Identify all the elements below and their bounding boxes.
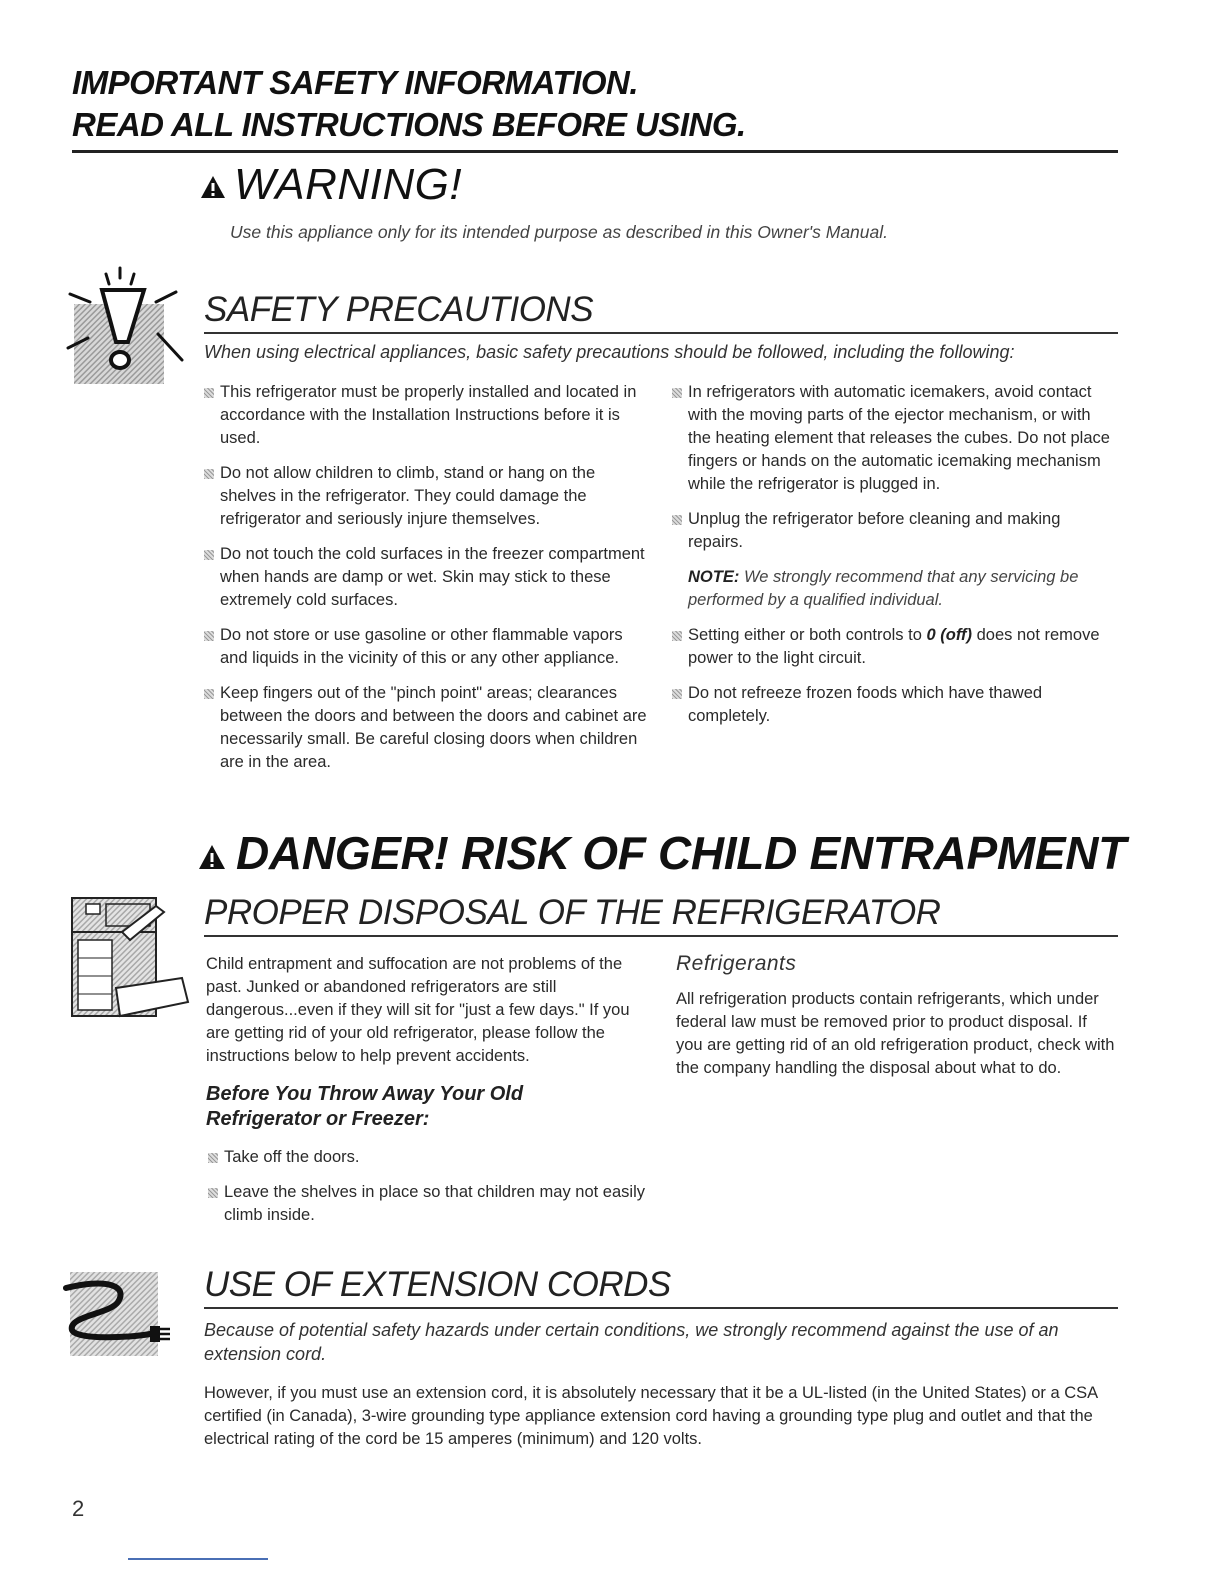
list-item: Keep fingers out of the "pinch point" areas; clearances between the doors and between the doors and cabinet are necessarily small. Be careful closing doors when children are in the area. <box>202 682 654 774</box>
list-item: Do not store or use gasoline or other flammable vapors and liquids in the vicinity of this or any other appliance. <box>202 624 654 670</box>
warning-title <box>200 160 462 210</box>
danger-title <box>198 826 1126 880</box>
refrigerator-icon <box>64 892 194 1022</box>
list-item: In refrigerators with automatic icemakers, avoid contact with the moving parts of the ejector mechanism, or with the heating element that releases the cubes. Do not place fingers or hands on the automatic icemaking mechanism while the refrigerator is plugged in. <box>670 381 1116 496</box>
danger-triangle-icon <box>198 844 226 870</box>
before-heading: Before You Throw Away Your Old Refrigerator or Freezer: <box>206 1083 524 1130</box>
setting-suffix: does not remove power to the light circuit. <box>688 626 1100 667</box>
page-number: 2 <box>72 1496 85 1521</box>
disposal-title: PROPER DISPOSAL OF THE REFRIGERATOR <box>204 893 941 932</box>
list-item: Take off the doors. <box>206 1146 652 1169</box>
safety-section-header <box>204 290 1118 363</box>
danger-title-text: DANGER! RISK OF CHILD ENTRAPMENT <box>236 827 1126 879</box>
list-item: Do not allow children to climb, stand or hang on the shelves in the refrigerator. They could damage the refrigerator and seriously injure themselves. <box>202 462 654 531</box>
safety-left-column <box>202 381 654 786</box>
disposal-rule <box>204 935 1118 937</box>
list-item: Unplug the refrigerator before cleaning and making repairs. <box>670 508 1116 554</box>
disposal-body: Child entrapment and suffocation are not problems of the past. Junked or abandoned refrigerators are still dangerous...even if they will sit for "just a few days." If you are getting rid of your old refrigerator, please follow the instructions below to help prevent accidents. <box>206 955 630 1065</box>
list-item: This refrigerator must be properly installed and located in accordance with the Installation Instructions before it is used. <box>202 381 654 450</box>
refrigerants-heading: Refrigerants <box>676 952 797 975</box>
safety-rule <box>204 332 1118 334</box>
header-rule <box>72 150 1118 153</box>
disposal-section-header <box>204 893 1118 937</box>
setting-off-label: 0 (off) <box>926 626 973 644</box>
extension-section-header <box>204 1265 1118 1309</box>
disposal-left-column <box>206 953 652 1239</box>
extension-rule <box>204 1307 1118 1309</box>
safety-intro: When using electrical appliances, basic safety precautions should be followed, including the following: <box>204 342 1015 362</box>
footer-line <box>128 1558 268 1560</box>
list-item: Do not touch the cold surfaces in the freezer compartment when hands are damp or wet. Skin may stick to these extremely cold surfaces. <box>202 543 654 612</box>
extension-body: However, if you must use an extension cord, it is absolutely necessary that it be a UL-listed (in the United States) or a CSA certified (in Canada), 3-wire grounding type appliance extension cord having a grounding type plug and outlet and that the electrical rating of the cord be 15 amperes (minimum) and 120 volts. <box>204 1384 1098 1448</box>
page-header <box>72 62 1118 153</box>
refrigerants-column <box>676 952 1118 1080</box>
note-paragraph <box>670 566 1116 612</box>
extension-cord-icon <box>58 1268 178 1358</box>
warning-triangle-icon <box>200 175 226 199</box>
list-item: Do not refreeze frozen foods which have thawed completely. <box>670 682 1116 728</box>
safety-title: SAFETY PRECAUTIONS <box>204 290 594 329</box>
extension-intro: Because of potential safety hazards under certain conditions, we strongly recommend against the use of an extension cord. <box>204 1320 1059 1364</box>
warning-title-text: WARNING! <box>234 160 463 209</box>
list-item <box>670 624 1116 670</box>
note-text: We strongly recommend that any servicing be performed by a qualified individual. <box>688 568 1079 609</box>
warning-body: Use this appliance only for its intended purpose as described in this Owner's Manual. <box>230 222 889 242</box>
extension-title: USE OF EXTENSION CORDS <box>204 1265 671 1304</box>
header-line-1: IMPORTANT SAFETY INFORMATION. <box>72 64 639 101</box>
safety-right-column <box>670 381 1116 740</box>
note-label: NOTE: <box>688 568 740 586</box>
exclamation-alert-icon <box>62 264 188 388</box>
header-line-2: READ ALL INSTRUCTIONS BEFORE USING. <box>72 106 746 143</box>
setting-prefix: Setting either or both controls to <box>688 626 922 644</box>
list-item: Leave the shelves in place so that children may not easily climb inside. <box>206 1181 652 1227</box>
refrigerants-body: All refrigeration products contain refrigerants, which under federal law must be removed prior to product disposal. If you are getting rid of an old refrigeration product, check with the company handling the disposal about what to do. <box>676 990 1115 1077</box>
